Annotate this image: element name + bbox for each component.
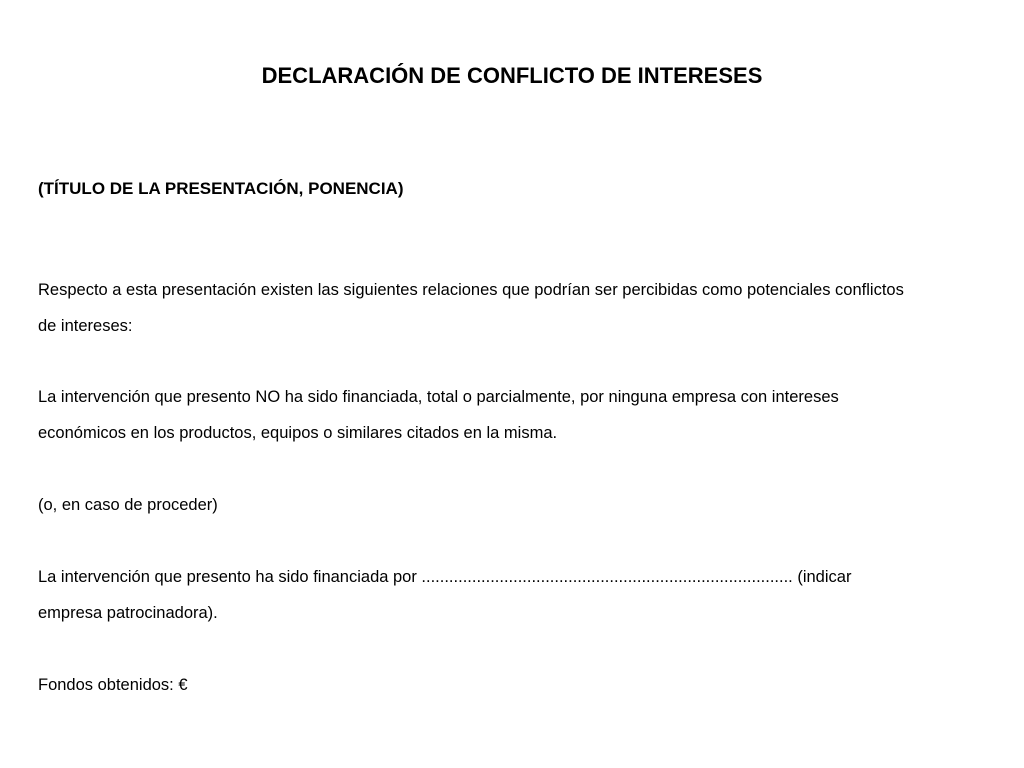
conflict-relations-paragraph bbox=[38, 272, 998, 344]
no-funding-paragraph bbox=[38, 379, 998, 451]
paragraph-line: Respecto a esta presentación existen las siguientes relaciones que podrían ser percibidas como potenciales conflictos bbox=[38, 281, 904, 299]
paragraph-line: (o, en caso de proceder) bbox=[38, 496, 218, 514]
funded-by-paragraph bbox=[38, 559, 998, 631]
document-title: DECLARACIÓN DE CONFLICTO DE INTERESES bbox=[261, 63, 763, 88]
funds-obtained-line bbox=[38, 667, 998, 703]
alternative-note bbox=[38, 487, 998, 523]
paragraph-line: empresa patrocinadora). bbox=[38, 604, 218, 622]
paragraph-line: La intervención que presento NO ha sido financiada, total o parcialmente, por ninguna empresa con intereses bbox=[38, 388, 839, 406]
paragraph-line: de intereses: bbox=[38, 317, 133, 335]
paragraph-line: económicos en los productos, equipos o similares citados en la misma. bbox=[38, 424, 558, 442]
paragraph-line: Fondos obtenidos: € bbox=[38, 676, 188, 694]
presentation-title-placeholder: (TÍTULO DE LA PRESENTACIÓN, PONENCIA) bbox=[38, 179, 404, 198]
paragraph-line: La intervención que presento ha sido financiada por ................................................................................. (indicar bbox=[38, 568, 852, 586]
